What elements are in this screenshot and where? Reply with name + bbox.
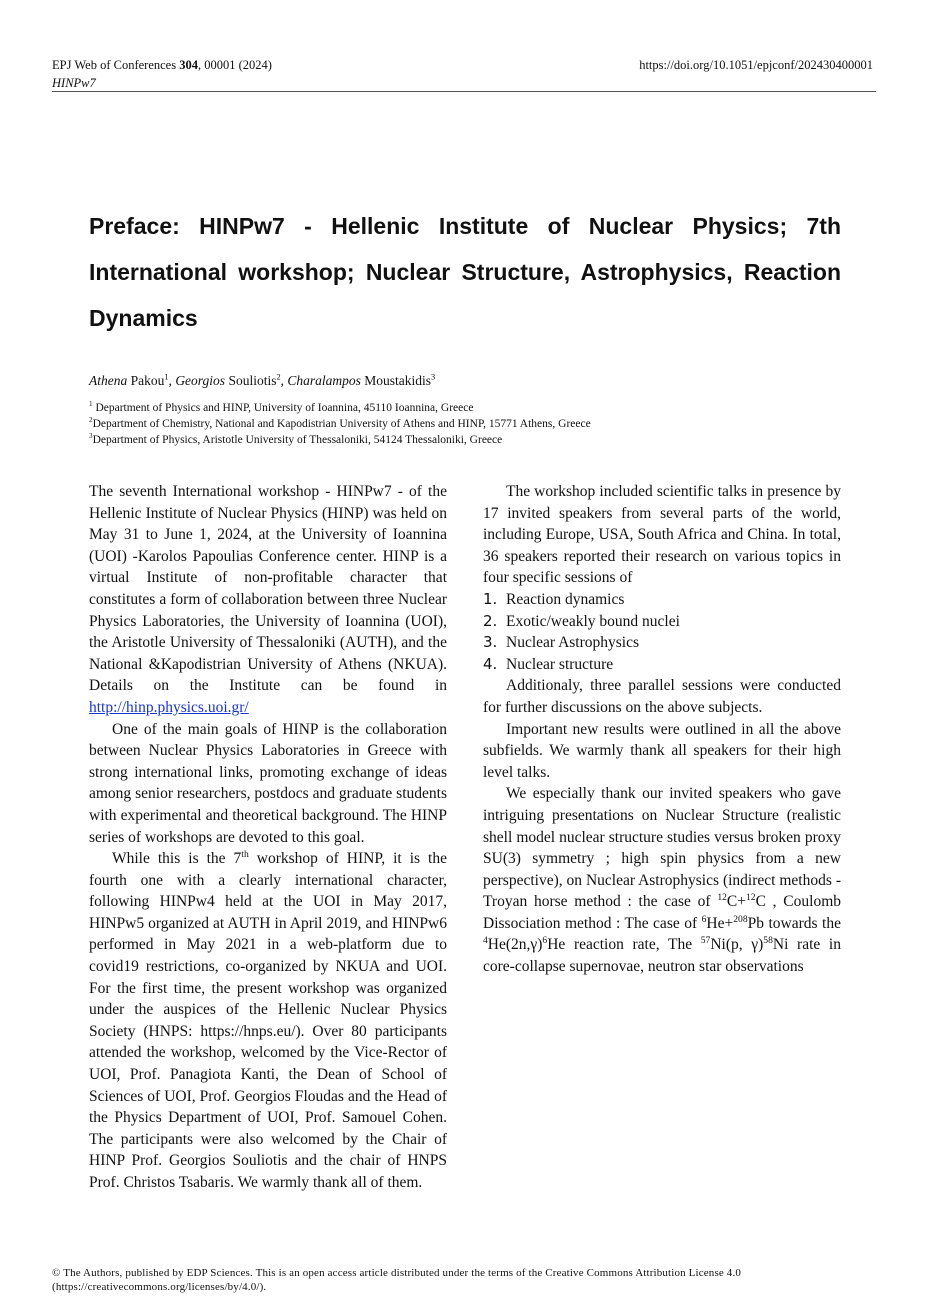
body-paragraph: One of the main goals of HINP is the collaboration between Nuclear Physics Laboratories in Greece with strong international links, promoting exchange of ideas among senior researchers, postdocs and graduate students with experimental and theoretical background. The HINP series of workshops are devoted to this goal.: [89, 720, 447, 846]
license-footer: © The Authors, published by EDP Sciences. This is an open access article distributed under the terms of the Creative Commons Attribution License 4.0 (https://creativecommons.org/licenses/by/4.0/).: [52, 1267, 742, 1293]
list-item: 2. Exotic/weakly bound nuclei: [483, 611, 680, 630]
body-paragraph: Important new results were outlined in all the above subfields. We warmly thank all speakers for their high level talks.: [483, 720, 841, 781]
author-list: [89, 372, 435, 390]
body-column-right: [483, 481, 841, 978]
author: Charalampos Moustakidis$^3$: [287, 372, 436, 388]
body-paragraph: We especially thank our invited speakers who gave intriguing presentations on Nuclear Structure (realistic shell model nuclear structure studies versus broken proxy SU(3) symmetry ; high spin physics from a new perspective), on Nuclear Astrophysics (indirect methods - Troyan horse method : the case of $^{12}$C+$^{12}$C , Coulomb Dissociation method : The case of $^6$He+$^{208}$Pb towards the $^4He(2n,\gamma)^6He$ reaction rate, The $^{57}$Ni(p, γ)$^{58}$Ni rate in core-collapse supernovae, neutron star observations: [483, 785, 841, 976]
conference-name: HINPw7: [52, 76, 96, 90]
journal-volume: 304: [179, 58, 198, 72]
hinp-website-link[interactable]: http://hinp.physics.uoi.gr/: [89, 698, 249, 716]
list-item: 4. Nuclear structure: [483, 654, 614, 673]
header-divider: [52, 91, 876, 92]
body-paragraph: The seventh International workshop - HINPw7 - of the Hellenic Institute of Nuclear Physics (HINP) was held on May 31 to June 1, 2024, at the University of Ioannina (UOI) -Karolos Papoulias Conference center. HINP is a virtual Institute of non-profitable character that constitutes a form of collaboration between three Nuclear Physics Laboratories, the University of Ioannina (UOI), the Aristotle University of Thessaloniki (AUTH), and the National &Kapodistrian University of Athens (NKUA). Details on the Institute can be found in http://hinp.physics.uoi.gr/: [89, 483, 447, 716]
running-header: [52, 56, 272, 92]
affiliation: $^3$Department of Physics, Aristotle University of Thessaloniki, 54124 Thessaloniki, Greece: [89, 432, 503, 446]
list-item: 3. Nuclear Astrophysics: [483, 633, 640, 652]
author: Athena Pakou$^1$,: [89, 372, 176, 388]
session-list: [483, 589, 841, 675]
list-item: 1. Reaction dynamics: [483, 589, 625, 608]
body-column-left: [89, 481, 447, 1194]
body-paragraph: While this is the 7th workshop of HINP, it is the fourth one with a clearly international character, following HINPw4 held at the UOI in May 2017, HINPw5 organized at AUTH in April 2019, and HINPw6 performed in May 2021 in a web-platform due to covid19 restrictions, co-organized by NKUA and UOI. For the first time, the present workshop was organized under the auspices of the Hellenic Nuclear Physics Society (HNPS: https://hnps.eu/). Over 80 participants attended the workshop, welcomed by the Vice-Rector of UOI, Prof. Panagiota Kanti, the Dean of School of Sciences of UOI, Prof. Georgios Floudas and the Head of the Physics Department of UOI, Prof. Samouel Cohen. The participants were also welcomed by the Chair of HINP Prof. Georgios Souliotis and the chair of HNPS Prof. Christos Tsabaris. We warmly thank all of them.: [89, 848, 447, 1191]
affiliation: $^1$ Department of Physics and HINP, University of Ioannina, 45110 Ioannina, Greece: [89, 400, 474, 414]
paper-title: Preface: HINPw7 - Hellenic Institute of Nuclear Physics; 7th International workshop; Nuclear Structure, Astrophysics, Reaction Dynamics: [89, 213, 841, 331]
doi-link[interactable]: https://doi.org/10.1051/epjconf/202430400001: [639, 58, 873, 72]
journal-citation: EPJ Web of Conferences 304, 00001 (2024): [52, 58, 272, 72]
author: Georgios Souliotis$^2$,: [175, 372, 288, 388]
body-paragraph: Additionaly, three parallel sessions were conducted for further discussions on the above subjects.: [483, 677, 841, 716]
body-paragraph: The workshop included scientific talks in presence by 17 invited speakers from several parts of the world, including Europe, USA, South Africa and China. In total, 36 speakers reported their research on various topics in four specific sessions of: [483, 483, 841, 587]
affiliation: $^2$Department of Chemistry, National and Kapodistrian University of Athens and HINP, 15771 Athens, Greece: [89, 416, 591, 430]
affiliation-list: [89, 400, 591, 448]
